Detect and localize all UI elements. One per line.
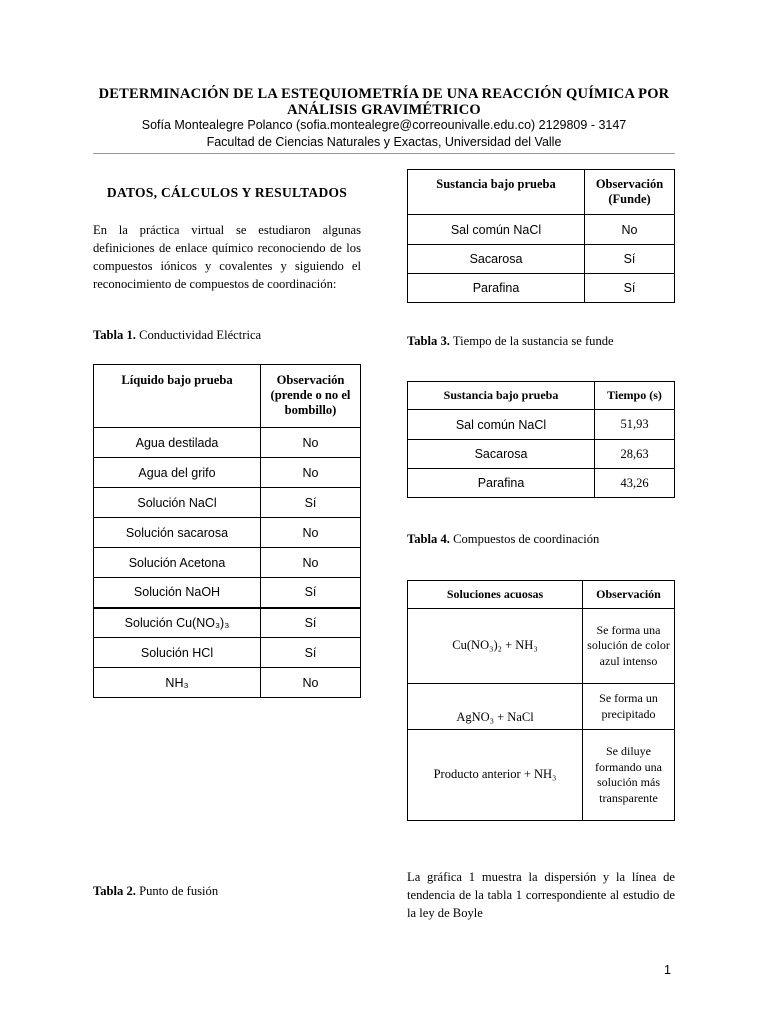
header-divider	[93, 153, 675, 154]
table2-header-substance: Sustancia bajo prueba	[408, 170, 585, 215]
table-row	[408, 274, 675, 303]
document-title	[60, 86, 708, 118]
table-cell: 28,63	[595, 440, 675, 469]
table-cell: Parafina	[408, 469, 595, 498]
table-cell: Solución NaCl	[94, 488, 261, 518]
table-cell: Sí	[261, 578, 361, 608]
table-cell: Solución Cu(NO₃)₃	[94, 608, 261, 638]
table-cell: Sacarosa	[408, 440, 595, 469]
faculty-line: Facultad de Ciencias Naturales y Exactas, Universidad del Valle	[206, 135, 562, 149]
table3-caption	[407, 334, 614, 349]
title-line-1: DETERMINACIÓN DE LA ESTEQUIOMETRÍA DE UNA REACCIÓN QUÍMICA POR	[98, 86, 670, 102]
table-cell: No	[261, 458, 361, 488]
closing-paragraph: La gráfica 1 muestra la dispersión y la línea de tendencia de la tabla 1 correspondiente al estudio de la ley de Boyle	[407, 870, 675, 920]
table-cell: Solución NaOH	[94, 578, 261, 608]
author-line: Sofía Montealegre Polanco (sofia.montealegre@correounivalle.edu.co) 2129809 - 3147	[141, 118, 627, 132]
page-number: 1	[664, 963, 671, 977]
table-cell: Se forma una solución de color azul intenso	[583, 609, 675, 684]
table-row	[94, 518, 361, 548]
table-cell: Sí	[261, 638, 361, 668]
table4-caption-label: Tabla 4.	[407, 532, 450, 546]
table4-header-observation: Observación	[583, 581, 675, 609]
table-cell: No	[585, 215, 675, 245]
table-cell: Se diluye formando una solución más transparente	[583, 730, 675, 821]
table-cell: Agua del grifo	[94, 458, 261, 488]
table1-caption	[93, 328, 261, 343]
table-cell: Parafina	[408, 274, 585, 303]
table-cell: 51,93	[595, 410, 675, 440]
table2-caption-text: Punto de fusión	[135, 884, 219, 898]
table-cell: 43,26	[595, 469, 675, 498]
intro-paragraph: En la práctica virtual se estudiaron algunas definiciones de enlace químico reconociendo de los compuestos iónicos y covalentes y siguiendo el reconocimiento de compuestos de coordinación:	[93, 223, 361, 291]
melting-time-table	[407, 381, 675, 498]
table-row	[94, 668, 361, 698]
table-cell: No	[261, 548, 361, 578]
table-row	[408, 609, 675, 684]
table-row	[408, 410, 675, 440]
table3-header-substance: Sustancia bajo prueba	[408, 382, 595, 410]
table-row	[408, 684, 675, 730]
table-cell: Sí	[261, 608, 361, 638]
table-cell: Se forma un precipitado	[583, 684, 675, 730]
table-cell: Solución Acetona	[94, 548, 261, 578]
table1-caption-label: Tabla 1.	[93, 328, 136, 342]
table-row	[94, 638, 361, 668]
table-row	[94, 428, 361, 458]
table-row	[408, 245, 675, 274]
conductivity-table	[93, 364, 361, 698]
table-cell: No	[261, 428, 361, 458]
table-row	[94, 548, 361, 578]
table-row	[408, 440, 675, 469]
table-cell: Cu(NO₃)₂ + NH₃	[408, 609, 583, 684]
table-row	[94, 608, 361, 638]
table-cell: Agua destilada	[94, 428, 261, 458]
table-cell: Sí	[261, 488, 361, 518]
table4-caption-text: Compuestos de coordinación	[449, 532, 600, 546]
table1-header-observation: Observación (prende o no el bombillo)	[261, 365, 361, 428]
title-line-2: ANÁLISIS GRAVIMÉTRICO	[287, 102, 481, 118]
section-title: DATOS, CÁLCULOS Y RESULTADOS	[106, 185, 348, 200]
table-row	[408, 730, 675, 821]
table-cell: Sí	[585, 274, 675, 303]
table2-header-observation: Observación (Funde)	[585, 170, 675, 215]
table1-header-liquid: Líquido bajo prueba	[94, 365, 261, 428]
coordination-table	[407, 580, 675, 821]
table-cell: NH₃	[94, 668, 261, 698]
table-row	[94, 578, 361, 608]
table-cell: Sacarosa	[408, 245, 585, 274]
table2-caption	[93, 884, 218, 899]
table4-header-solutions: Soluciones acuosas	[408, 581, 583, 609]
table3-header-time: Tiempo (s)	[595, 382, 675, 410]
table-cell: Sal común NaCl	[408, 215, 585, 245]
table-cell: Solución HCl	[94, 638, 261, 668]
table1-caption-text: Conductividad Eléctrica	[135, 328, 262, 342]
table-cell: Sí	[585, 245, 675, 274]
table-row	[408, 215, 675, 245]
table-cell: No	[261, 518, 361, 548]
table2-caption-label: Tabla 2.	[93, 884, 136, 898]
table3-caption-text: Tiempo de la sustancia se funde	[449, 334, 614, 348]
table-cell: Solución sacarosa	[94, 518, 261, 548]
table-row	[94, 458, 361, 488]
table3-caption-label: Tabla 3.	[407, 334, 450, 348]
table-cell: Sal común NaCl	[408, 410, 595, 440]
table-row	[94, 488, 361, 518]
table4-caption	[407, 532, 599, 547]
melting-point-table	[407, 169, 675, 303]
table-row	[408, 469, 675, 498]
table-cell: No	[261, 668, 361, 698]
table-cell: Producto anterior + NH₃	[408, 730, 583, 821]
table-cell: AgNO₃ + NaCl	[408, 684, 583, 730]
